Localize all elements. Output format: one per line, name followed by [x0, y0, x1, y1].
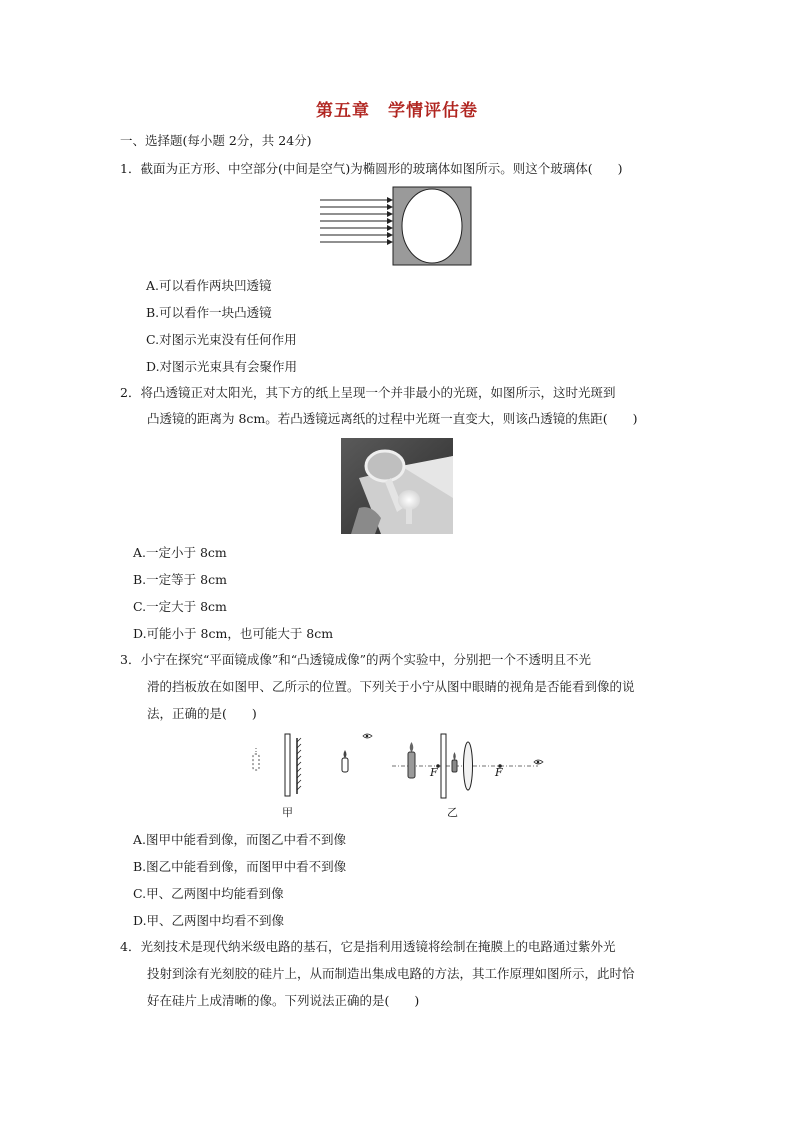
q1-option-d[interactable]: D.对图示光束具有会聚作用: [146, 359, 298, 374]
q3-option-a[interactable]: A.图甲中能看到像，而图乙中看不到像: [133, 832, 347, 847]
question-3-stem-line1: 3．小宁在探究“平面镜成像”和“凸透镜成像”的两个实验中，分别把一个不透明且不光: [120, 652, 592, 667]
focal-point-label-right: F: [495, 766, 503, 779]
question-4-stem-line3: 好在硅片上成清晰的像。下列说法正确的是( ): [147, 993, 420, 1008]
q3-option-b[interactable]: B.图乙中能看到像，而图甲中看不到像: [133, 859, 347, 874]
question-3-stem-line2: 滑的挡板放在如图甲、乙所示的位置。下列关于小宁从图中眼睛的视角是否能看到像的说: [147, 679, 635, 694]
section-heading: 一、选择题(每小题 2分，共 24分): [120, 133, 312, 148]
figure-label-yi: 乙: [447, 806, 458, 819]
question-3-stem-line3: 法，正确的是( ): [147, 706, 257, 721]
q3-option-d[interactable]: D.甲、乙两图中均看不到像: [133, 913, 285, 928]
q2-option-c[interactable]: C.一定大于 8cm: [133, 599, 227, 614]
q2-option-a[interactable]: A.一定小于 8cm: [133, 545, 227, 560]
question-2-stem-line1: 2．将凸透镜正对太阳光，其下方的纸上呈现一个并非最小的光斑，如图所示，这时光斑到: [120, 385, 616, 400]
figure-label-jia: 甲: [282, 806, 293, 819]
q2-option-b[interactable]: B.一定等于 8cm: [133, 572, 227, 587]
q1-option-c[interactable]: C.对图示光束没有任何作用: [146, 332, 297, 347]
q1-option-a[interactable]: A.可以看作两块凹透镜: [146, 278, 272, 293]
page-title: 第五章 学情评估卷: [316, 101, 478, 121]
question-4-stem-line1: 4．光刻技术是现代纳米级电路的基石，它是指利用透镜将绘制在掩膜上的电路通过紫外光: [120, 939, 616, 954]
glass-block-figure: [318, 186, 478, 268]
question-2-stem-line2: 凸透镜的距离为 8cm。若凸透镜远离纸的过程中光斑一直变大，则该凸透镜的焦距( ): [147, 411, 638, 426]
question-4-stem-line2: 投射到涂有光刻胶的硅片上，从而制造出集成电路的方法，其工作原理如图所示，此时恰: [147, 966, 635, 981]
q3-option-c[interactable]: C.甲、乙两图中均能看到像: [133, 886, 284, 901]
q1-option-b[interactable]: B.可以看作一块凸透镜: [146, 305, 272, 320]
question-1-stem: 1．截面为正方形、中空部分(中间是空气)为椭圆形的玻璃体如图所示。则这个玻璃体( ): [120, 161, 623, 176]
plane-mirror-figure: [245, 728, 375, 800]
convex-lens-figure: [388, 728, 548, 800]
q2-option-d[interactable]: D.可能小于 8cm，也可能大于 8cm: [133, 626, 334, 641]
focal-point-label-left: F: [430, 766, 438, 779]
magnifier-photo: [341, 438, 453, 534]
